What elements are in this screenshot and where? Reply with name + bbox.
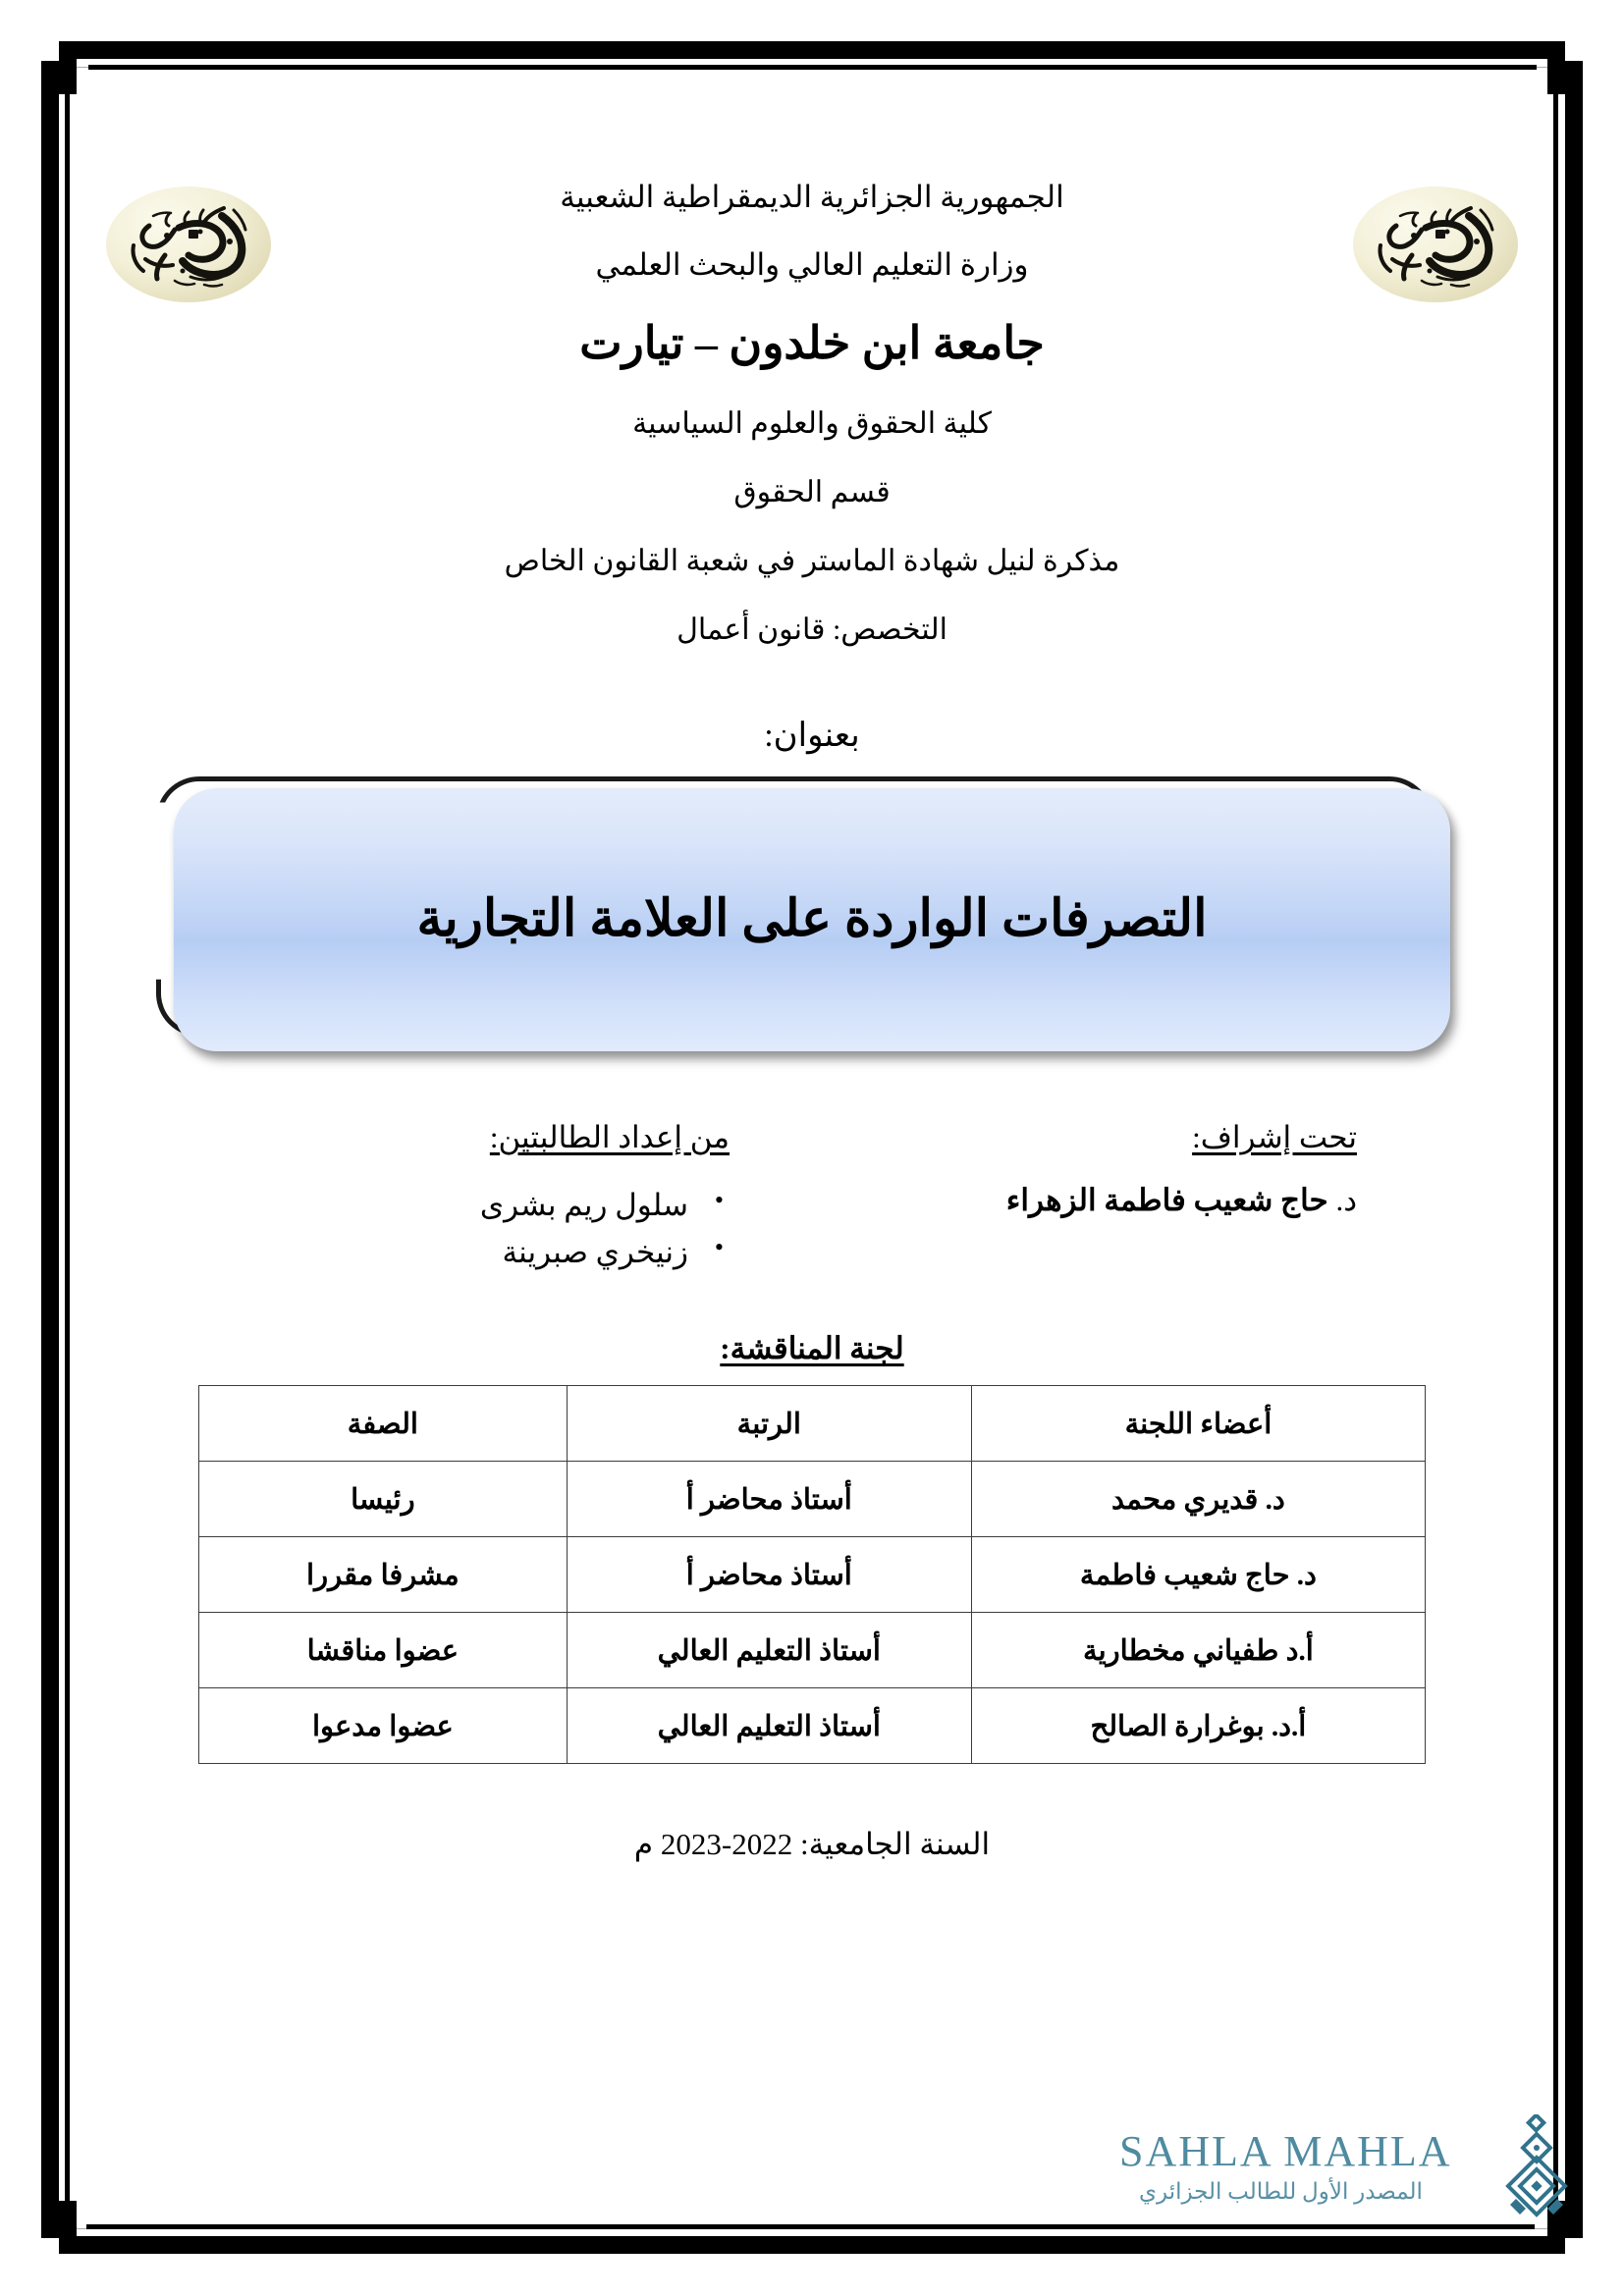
page-border-corner-top-left — [59, 41, 112, 59]
academic-year: السنة الجامعية: 2022-2023 م — [633, 1827, 991, 1862]
cell-role: مشرفا مقررا — [199, 1537, 568, 1613]
table-row — [199, 1688, 1426, 1764]
page-border-corner-bottom-right — [1512, 2236, 1565, 2254]
watermark-tagline: المصدر الأول للطالب الجزائري — [1139, 2179, 1423, 2204]
page-border-right-inner-bar — [1553, 61, 1558, 2238]
supervisor-full-name: حاج شعيب فاطمة الزهراء — [1005, 1183, 1328, 1217]
department-name: قسم الحقوق — [733, 476, 891, 508]
cell-rank: أستاذ التعليم العالي — [567, 1688, 971, 1764]
cell-rank: أستاذ محاضر أ — [567, 1537, 971, 1613]
page-border-right-bar — [1565, 61, 1583, 2238]
republic-line: الجمهورية الجزائرية الديمقراطية الشعبية — [560, 180, 1064, 214]
cell-member: أ.د طفياني مخطارية — [971, 1613, 1425, 1688]
university-seal-icon-right — [1353, 187, 1518, 302]
page-border-corner-top-right — [1512, 41, 1565, 59]
table-row — [199, 1537, 1426, 1613]
supervisor-prefix: د. — [1335, 1183, 1357, 1217]
page-border-left-inner-bar — [65, 61, 70, 2238]
ministry-line: وزارة التعليم العالي والبحث العلمي — [595, 247, 1029, 282]
column-header-rank: الرتبة — [567, 1386, 971, 1462]
degree-note: مذكرة لنيل شهادة الماستر في شعبة القانون الخاص — [504, 545, 1120, 577]
table-row — [199, 1613, 1426, 1688]
table-header-row — [199, 1386, 1426, 1462]
list-item: • سلول ريم بشرى — [159, 1182, 730, 1229]
page-border-top-bar — [88, 41, 1537, 59]
faculty-name: كلية الحقوق والعلوم السياسية — [632, 407, 992, 440]
cell-role: عضوا مدعوا — [199, 1688, 568, 1764]
supervisor-block — [786, 1122, 1465, 1276]
supervisor-name — [786, 1182, 1357, 1218]
student-list — [159, 1182, 730, 1276]
cell-member: د. حاج شعيب فاطمة — [971, 1537, 1425, 1613]
list-item: • زنيخري صبرينة — [159, 1229, 730, 1276]
page-border-top-inner-bar — [88, 65, 1537, 70]
watermark-brand: SAHLA MAHLA — [1119, 2127, 1452, 2175]
authors-and-supervisor-row — [159, 1122, 1465, 1276]
title-label: بعنوان: — [764, 718, 860, 754]
cell-rank: أستاذ التعليم العالي — [567, 1613, 971, 1688]
page-border-corner-bottom-right — [1547, 2201, 1565, 2254]
cell-role: رئيسا — [199, 1462, 568, 1537]
page-border-bottom-inner-bar — [86, 2224, 1535, 2229]
cover-page-content — [88, 88, 1536, 2209]
page-border-corner-top-left — [59, 41, 77, 94]
committee-table — [198, 1385, 1426, 1764]
university-seal-icon-left — [106, 187, 271, 302]
page-border-bottom-bar — [86, 2236, 1535, 2254]
institution-header — [88, 88, 1536, 645]
cell-member: أ.د. بوغرارة الصالح — [971, 1688, 1425, 1764]
supervisor-heading: تحت إشراف: — [1192, 1120, 1357, 1154]
title-card-body — [174, 788, 1450, 1051]
page-border-corner-bottom-left — [59, 2201, 77, 2254]
students-heading: من إعداد الطالبتين: — [489, 1120, 730, 1154]
speciality-line: التخصص: قانون أعمال — [677, 614, 947, 646]
cell-rank: أستاذ محاضر أ — [567, 1462, 971, 1537]
page-border-corner-top-right — [1547, 41, 1565, 94]
thesis-title-card — [174, 788, 1450, 1053]
students-block — [159, 1122, 786, 1276]
committee-heading: لجنة المناقشة: — [720, 1331, 904, 1366]
thesis-title: التصرفات الواردة على العلامة التجارية — [416, 891, 1208, 948]
table-row — [199, 1462, 1426, 1537]
cell-role: عضوا مناقشا — [199, 1613, 568, 1688]
column-header-member: أعضاء اللجنة — [971, 1386, 1425, 1462]
page-border-corner-bottom-left — [59, 2236, 112, 2254]
university-name: جامعة ابن خلدون – تيارت — [579, 318, 1045, 368]
column-header-role: الصفة — [199, 1386, 568, 1462]
cell-member: د. قديري محمد — [971, 1462, 1425, 1537]
page-border-left-bar — [41, 61, 59, 2238]
